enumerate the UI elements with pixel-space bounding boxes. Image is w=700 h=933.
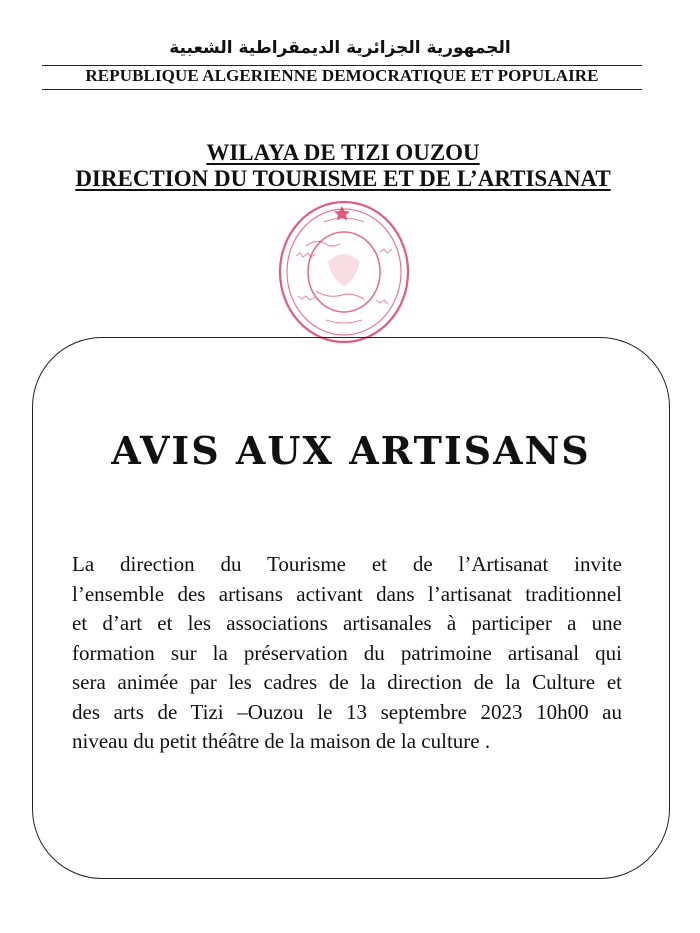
notice-body xyxy=(72,550,622,757)
notice-line: et d’art et les associations artisanales à participer a une xyxy=(72,611,622,635)
arabic-republic-title: الجمهورية الجزائرية الديمقراطية الشعبية xyxy=(169,38,511,58)
notice-line: La direction du Tourisme et de l’Artisanat invite xyxy=(72,552,622,576)
official-stamp xyxy=(276,196,416,346)
republic-title: REPUBLIQUE ALGERIENNE DEMOCRATIQUE ET POPULAIRE xyxy=(85,66,599,85)
notice-line: formation sur la préservation du patrimoine artisanal qui xyxy=(72,640,622,665)
notice-line: des arts de Tizi –Ouzou le 13 septembre 2023 10h00 au xyxy=(72,699,622,724)
wilaya-heading-text: WILAYA DE TIZI OUZOU xyxy=(206,140,480,165)
notice-line: niveau du petit théâtre de la maison de la culture . xyxy=(72,729,491,753)
direction-heading-text: DIRECTION DU TOURISME ET DE L’ARTISANAT xyxy=(75,166,611,191)
notice-line: l’ensemble des artisans activant dans l’artisanat traditionnel xyxy=(72,581,622,606)
wilaya-heading xyxy=(0,140,686,166)
notice-line: sera animée par les cadres de la direction de la Culture et xyxy=(72,670,622,694)
notice-title: AVIS AUX ARTISANS xyxy=(111,428,591,473)
direction-heading xyxy=(0,166,686,192)
header-rule-bottom xyxy=(42,89,642,90)
